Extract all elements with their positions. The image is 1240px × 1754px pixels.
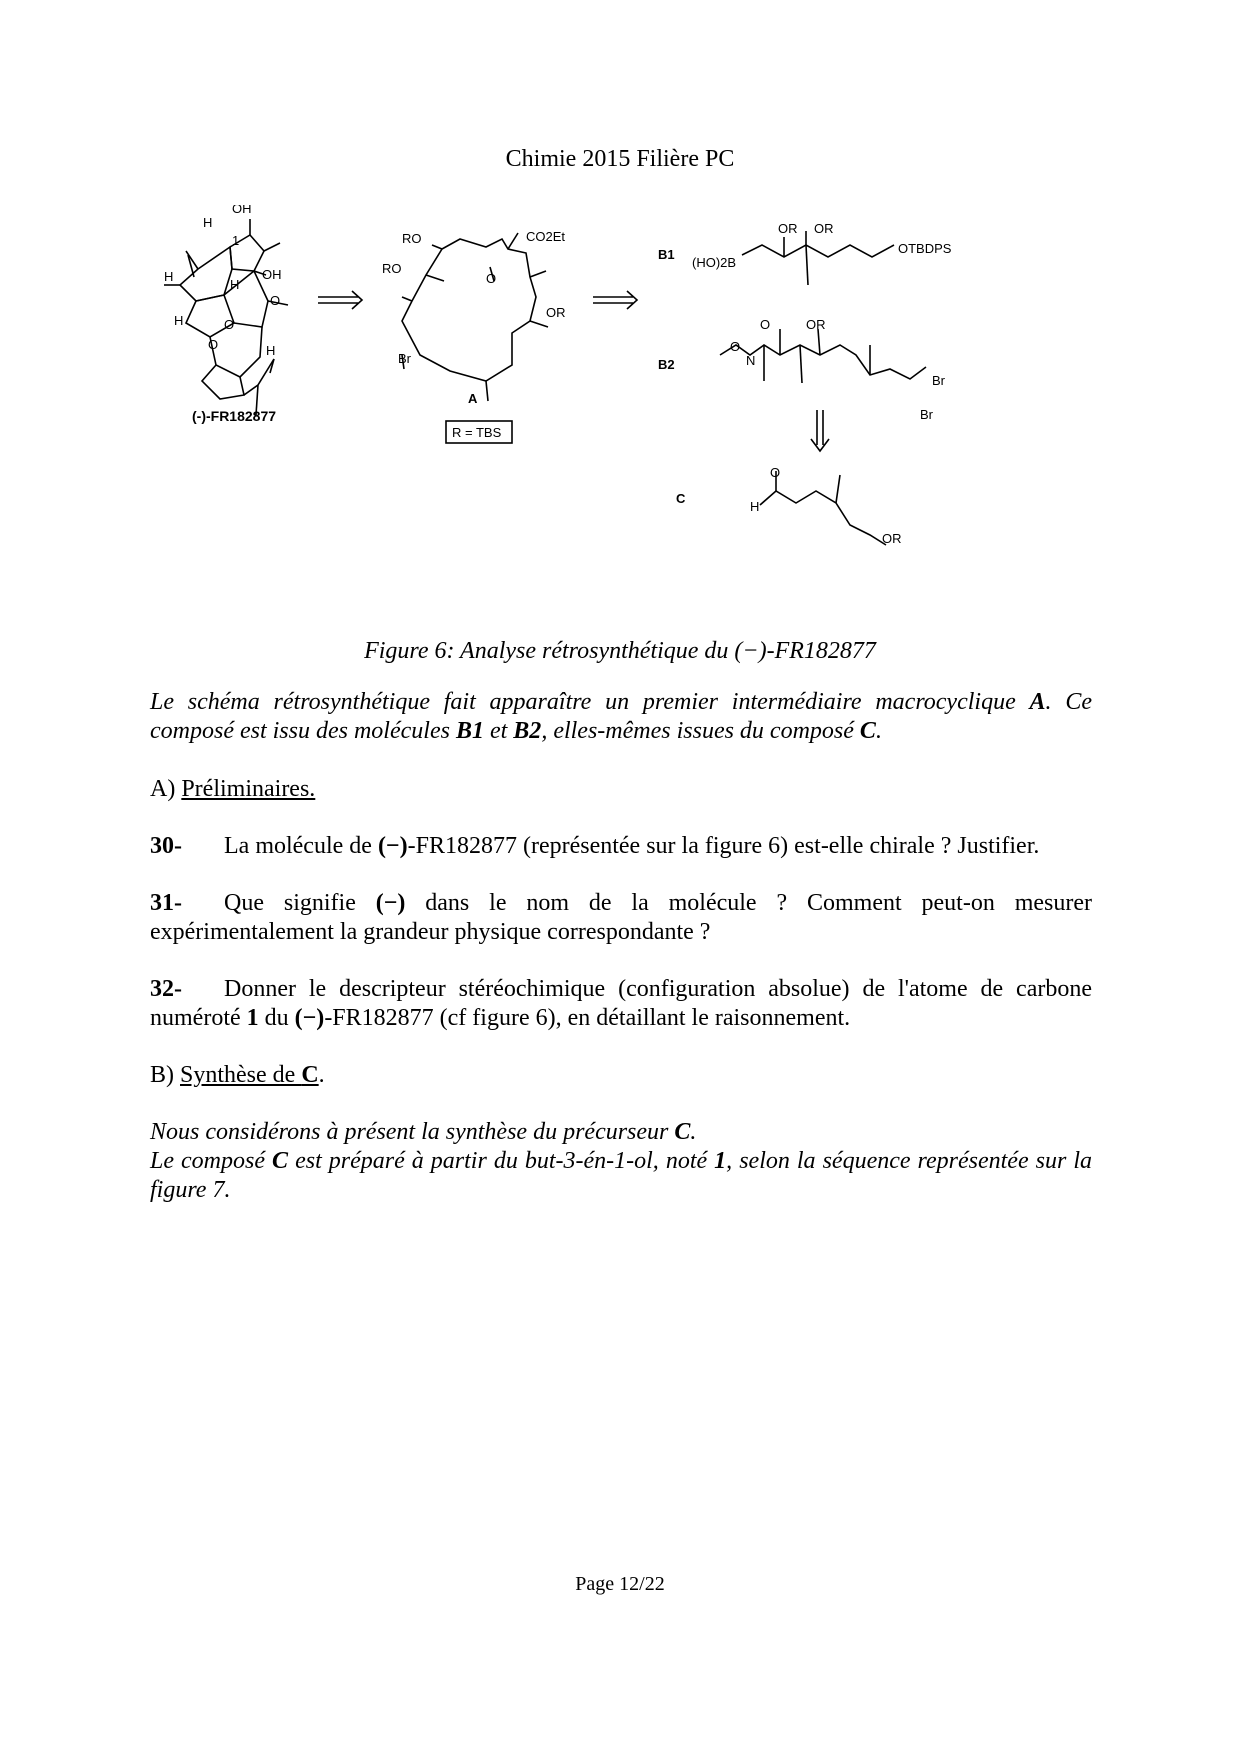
b1-hob: (HO)2B [692, 255, 737, 270]
question-32 [150, 975, 1092, 1033]
macrocycle-a [402, 239, 536, 381]
closing-l2-text-3: , selon la séquence représentée sur la figure 7. [150, 1148, 1092, 1203]
b1-or-2: OR [814, 221, 834, 236]
a-co2et: CO2Et [526, 229, 566, 244]
a-ro-2: RO [382, 261, 402, 276]
b2-label: B2 [658, 357, 675, 372]
b2-br-1: Br [932, 373, 945, 388]
intro-c: C [859, 718, 876, 744]
intro-text-1: Le schéma rétrosynthétique fait apparaître un premier intermédiaire macrocyclique [150, 689, 1030, 715]
a-br: Br [398, 351, 411, 366]
c-h: H [750, 499, 760, 514]
closing-line-2 [150, 1147, 1092, 1205]
intro-b1: B1 [455, 718, 484, 744]
fr-h-4: H [174, 313, 184, 328]
fr-h-2: H [164, 269, 174, 284]
fr-h-3: H [230, 277, 240, 292]
section-b-heading [150, 1061, 1092, 1090]
intro-text-5: . [875, 718, 882, 744]
page-header: Chimie 2015 Filière PC [505, 146, 735, 172]
b2-o-2: O [760, 317, 771, 332]
question-30 [150, 832, 1092, 861]
a-or: OR [546, 305, 566, 320]
section-b-prefix: B) [150, 1062, 180, 1088]
retro-arrow-3 [811, 410, 829, 451]
intro-b2: B2 [513, 718, 542, 744]
question-32-text-2: du [258, 1005, 295, 1031]
question-30-number: 30- [150, 833, 182, 859]
c-or: OR [882, 531, 902, 546]
retrosynthesis-figure [150, 205, 1090, 625]
retro-arrow-1 [318, 291, 362, 309]
fr-o-1: O [270, 293, 281, 308]
section-b-suffix: . [318, 1062, 325, 1088]
closing-line-1 [150, 1118, 1092, 1147]
b1-chain [742, 245, 894, 257]
b2-br-2: Br [920, 407, 933, 422]
c-o: O [770, 465, 781, 480]
fr-ring-5 [210, 327, 262, 377]
intro-text-4: , elles-mêmes issues du composé [541, 718, 860, 744]
a-o: O [486, 271, 497, 286]
fr-carbon-1-label: 1 [232, 233, 240, 248]
fr-label: (-)-FR182877 [192, 408, 277, 424]
c-chain [760, 491, 886, 545]
section-b-title-text: Synthèse de [180, 1062, 302, 1088]
intro-paragraph [150, 688, 1092, 746]
fr-o-2: O [224, 317, 235, 332]
a-ro-1: RO [402, 231, 422, 246]
fr-oh-top: OH [232, 205, 252, 216]
intro-a: A [1029, 689, 1046, 715]
question-30-text-2: -FR182877 (représentée sur la figure 6) est-elle chirale ? Justifier. [407, 833, 1040, 859]
b1-label: B1 [658, 247, 675, 262]
question-32-carbon: 1 [246, 1005, 259, 1031]
question-32-text-1: Donner le descripteur stéréochimique (configuration absolue) de l'atome de carbone numéroté [150, 976, 1092, 1031]
b2-o-1: O [730, 339, 741, 354]
c-label: C [676, 491, 686, 506]
question-31-text-1: Que signifie [224, 890, 376, 916]
closing-l1-end: . [690, 1119, 697, 1145]
closing-l1-text: Nous considérons à présent la synthèse du précurseur [150, 1119, 675, 1145]
closing-l1-c: C [674, 1119, 691, 1145]
fr-oh-2: OH [262, 267, 282, 282]
closing-l2-one: 1 [714, 1148, 727, 1174]
question-31-sign: (−) [375, 890, 406, 916]
compound-a-label: A [468, 391, 478, 406]
closing-paragraph [150, 1118, 1092, 1205]
r-def-label: R = TBS [452, 425, 502, 440]
section-b-title-c: C [301, 1062, 319, 1088]
section-a-prefix: A) [150, 776, 182, 802]
fr-h-1: H [203, 215, 213, 230]
question-32-text-3: -FR182877 (cf figure 6), en détaillant le raisonnement. [324, 1005, 851, 1031]
retro-arrow-2 [593, 291, 637, 309]
question-31-text-2: dans le nom de la molécule ? Comment peut-on mesurer expérimentalement la grandeur physique correspondante ? [150, 890, 1092, 945]
closing-l2-c: C [272, 1148, 289, 1174]
question-31 [150, 889, 1092, 947]
fr-h-5: H [266, 343, 276, 358]
b2-or: OR [806, 317, 826, 332]
b1-or-1: OR [778, 221, 798, 236]
b1-otbdps: OTBDPS [898, 241, 952, 256]
question-30-sign: (−) [377, 833, 408, 859]
fr-ring-6 [202, 365, 244, 399]
page-number: Page 12/22 [575, 1573, 665, 1595]
intro-text-2: . Ce composé est issu des molécules [150, 689, 1092, 744]
section-a-heading [150, 775, 1092, 804]
section-a-title: Préliminaires. [181, 776, 316, 802]
question-31-number: 31- [150, 890, 182, 916]
fr-o-3: O [208, 337, 219, 352]
question-32-sign: (−) [294, 1005, 325, 1031]
section-b-title [180, 1062, 319, 1088]
closing-l2-text-1: Le composé [150, 1148, 273, 1174]
figure-caption: Figure 6: Analyse rétrosynthétique du (−)-FR182877 [364, 638, 876, 664]
question-32-number: 32- [150, 976, 182, 1002]
b2-n: N [746, 353, 756, 368]
closing-l2-text-2: est préparé à partir du but-3-én-1-ol, noté [288, 1148, 715, 1174]
intro-text-3: et [483, 718, 514, 744]
question-30-text-1: La molécule de [224, 833, 378, 859]
retrosynthesis-scheme [150, 205, 1090, 625]
